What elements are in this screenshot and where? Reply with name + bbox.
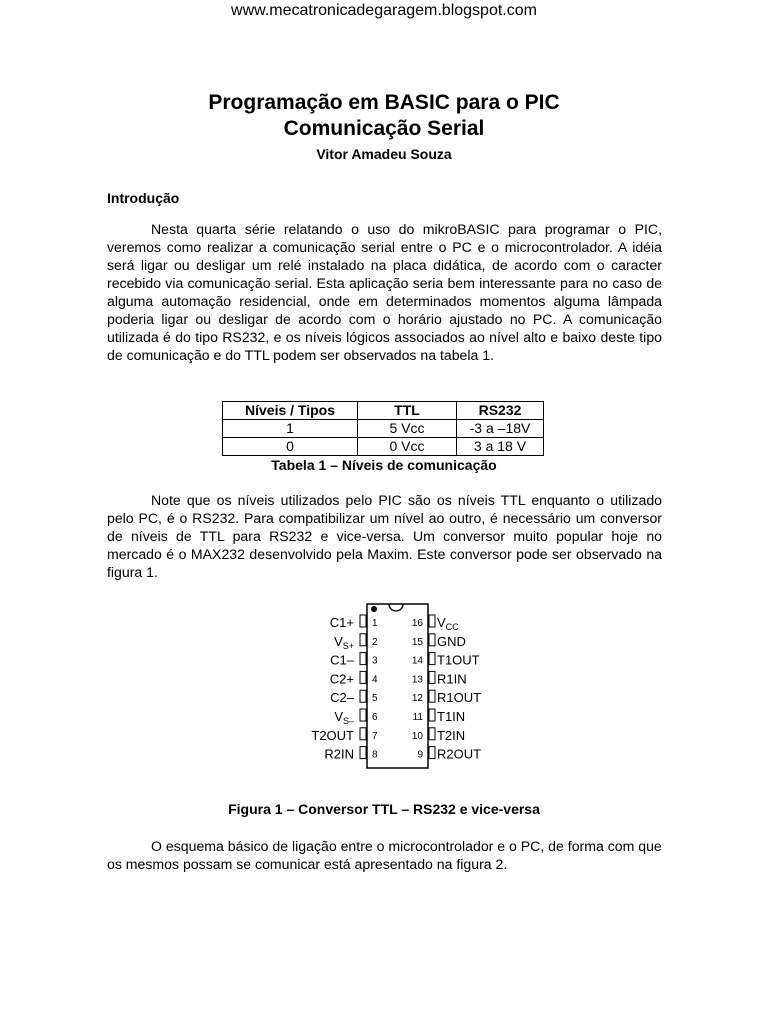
pin-number: 11 [412, 712, 423, 723]
pin-number: 8 [372, 749, 378, 761]
title-line-2: Comunicação Serial [283, 117, 485, 140]
pin-stub [429, 634, 435, 646]
title-line-1: Programação em BASIC para o PIC [208, 91, 560, 114]
table-row [223, 438, 544, 456]
pin-stub [360, 728, 366, 740]
pin-number: 15 [411, 636, 423, 648]
pin-number: 10 [411, 730, 423, 742]
paragraph-schematic [107, 837, 662, 873]
pin-stub [360, 747, 366, 759]
pin-stub [360, 709, 366, 721]
table-cell: 0 [223, 438, 358, 456]
pin1-dot [371, 606, 377, 612]
author: Vitor Amadeu Souza [316, 146, 452, 162]
pin-number: 12 [411, 693, 423, 705]
pin-number: 1 [372, 618, 378, 629]
table-cell: 0 Vcc [358, 438, 457, 456]
pin-number: 16 [411, 618, 423, 629]
table-cell: 1 [223, 420, 358, 438]
pin-stub [360, 615, 366, 627]
pin-stub [429, 690, 435, 702]
figure-caption: Figura 1 – Conversor TTL – RS232 e vice-versa [228, 801, 540, 817]
chip-pin [412, 634, 466, 649]
table-header-cell: RS232 [457, 402, 544, 420]
chip-pin [412, 728, 465, 743]
paragraph-intro [107, 220, 662, 364]
chip-pin [412, 690, 481, 705]
pin-label: T2IN [437, 727, 466, 743]
pin-number: 5 [372, 693, 378, 705]
table-cell: 3 a 18 V [457, 438, 544, 456]
pin-label: C2+ [329, 671, 354, 687]
paragraph-intro-text: Nesta quarta série relatando o uso do mikroBASIC para programar o PIC, veremos como realizar a comunicação serial entre o PC e o microcontrolador. A idéia será ligar ou desligar um relé instalado na placa didática, de acordo com o caracter recebido via comunicação serial. Esta aplicação seria bem interessante para no caso de alguma automação residencial, onde em determinados momentos alguma lâmpada poderia ligar ou desligar de acordo com o horário ajustado no PC. A comunicação utilizada é do tipo RS232, e os níveis lógicos associados ao nível alto e baixo deste tipo de comunicação e do TTL podem ser observados na tabela 1. [107, 221, 662, 363]
table-cell: -3 a –18V [457, 420, 544, 438]
pin-number: 4 [372, 674, 378, 686]
header-url: www.mecatronicadegaragem.blogspot.com [231, 2, 537, 19]
section-heading: Introdução [107, 190, 180, 206]
pin-label: $V_{S-}$ [334, 709, 354, 726]
pin-label: R1IN [437, 671, 467, 687]
pin-stub [429, 671, 435, 683]
table-header-cell: TTL [358, 402, 457, 420]
pin-stub [429, 728, 435, 740]
pin-stub [429, 709, 435, 721]
max232-pinout-diagram [300, 600, 500, 772]
pin-stub [429, 615, 435, 627]
pin-number: 2 [372, 636, 378, 648]
pin-label: C2– [330, 690, 354, 706]
pin-label: T1OUT [437, 652, 480, 668]
table-cell: 5 Vcc [358, 420, 457, 438]
pin-label: C1– [330, 652, 354, 668]
pin-stub [429, 653, 435, 665]
paragraph-schematic-text: O esquema básico de ligação entre o microcontrolador e o PC, de forma com que os mesmos possam se comunicar está apresentado na figura 2. [107, 838, 662, 872]
pin-stub [360, 690, 366, 702]
pin-label: C1+ [329, 615, 354, 630]
pin-label: R1OUT [437, 690, 482, 706]
pin-number: 14 [411, 655, 423, 667]
paragraph-converter [107, 491, 662, 581]
page-title [0, 90, 768, 142]
table-row [223, 420, 544, 438]
pin-number: 13 [411, 674, 423, 686]
pin-number: 3 [372, 655, 378, 667]
pin-number: 7 [372, 730, 378, 742]
pin-stub [429, 747, 435, 759]
pin-label: R2OUT [437, 746, 482, 762]
pin-label: R2IN [324, 746, 354, 762]
pin-stub [360, 653, 366, 665]
pin-label: $V_{S+}$ [334, 633, 354, 651]
pin-label: T2OUT [311, 727, 354, 743]
table-header-cell: Níveis / Tipos [223, 402, 358, 420]
pin-number: 6 [372, 712, 378, 723]
chip-pin [412, 671, 467, 686]
pin-number: 9 [417, 749, 423, 761]
pin-stub [360, 634, 366, 646]
pin-stub [360, 671, 366, 683]
chip-pin [412, 653, 480, 668]
table-header-row [223, 402, 544, 420]
paragraph-converter-text: Note que os níveis utilizados pelo PIC são os níveis TTL enquanto o utilizado pelo PC, é o RS232. Para compatibilizar um nível ao outro, é necessário um conversor de níveis de TTL para RS232 e vice-versa. Um conversor muito popular hoje no mercado é o MAX232 desenvolvido pela Maxim. Este conversor pode ser observado na figura 1. [107, 492, 662, 580]
chip-pin [413, 709, 466, 724]
table-caption: Tabela 1 – Níveis de comunicação [271, 457, 497, 473]
levels-table [222, 401, 544, 456]
pin-label: $V_{CC}$ [437, 615, 459, 632]
pin-label: T1IN [437, 709, 466, 724]
pin-label: GND [437, 633, 466, 649]
